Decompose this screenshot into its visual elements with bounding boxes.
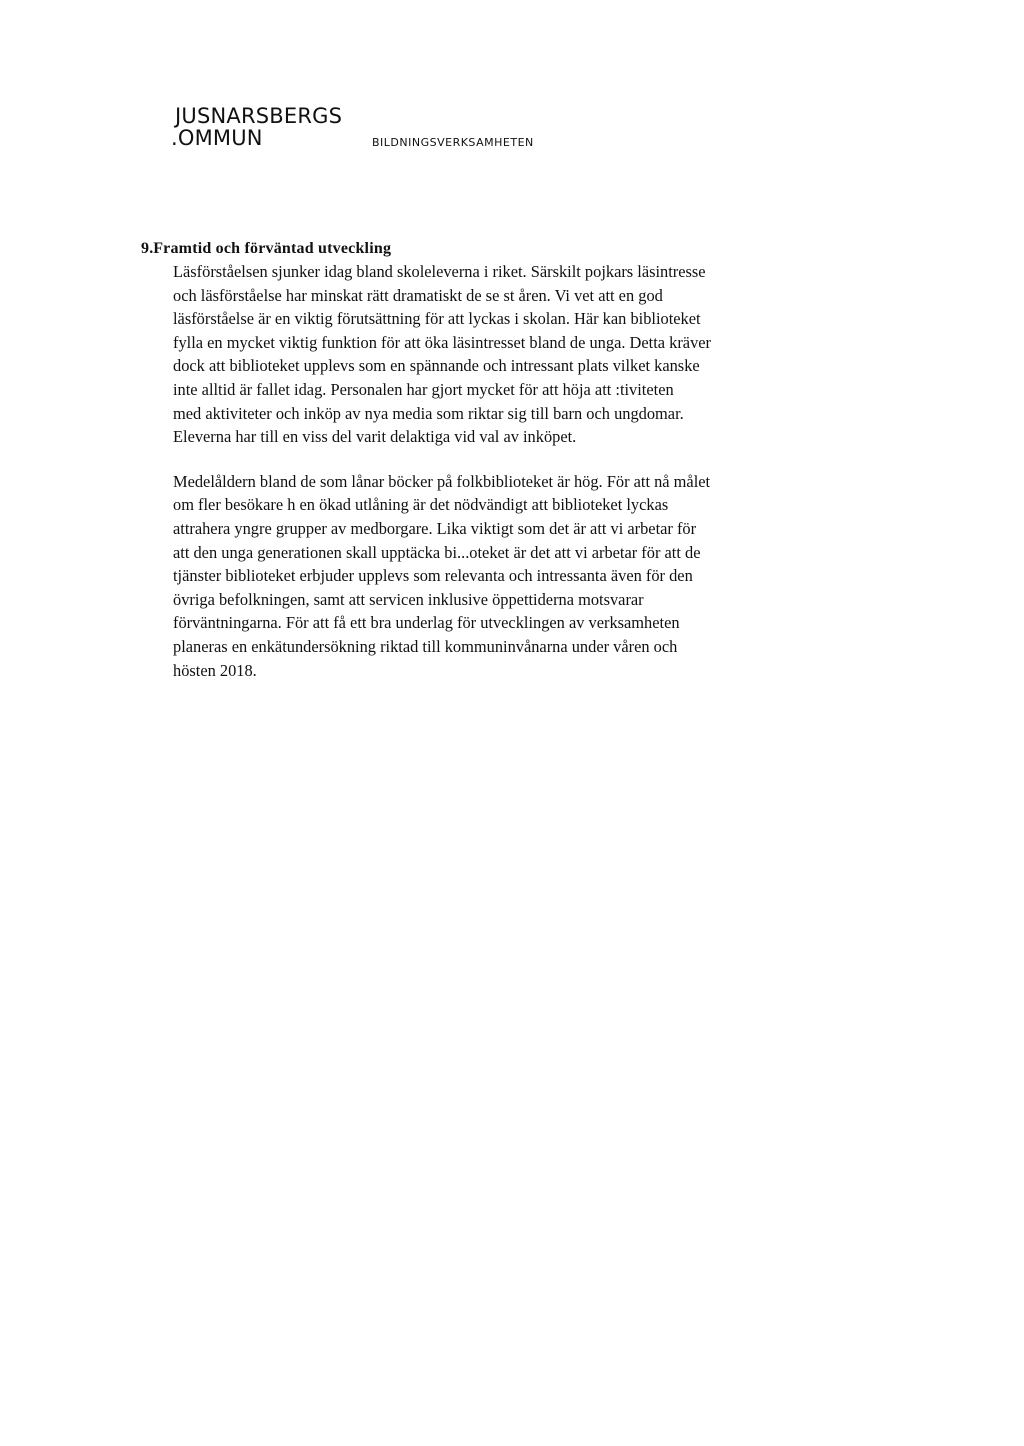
- paragraph-line: med aktiviteter och inköp av nya media som riktar sig till barn och ungdomar.: [173, 403, 684, 423]
- organization-name-line-1: JUSNARSBERGS: [175, 104, 343, 128]
- paragraph-line: Medelåldern bland de som lånar böcker på folkbiblioteket är hög. För att nå målet: [173, 471, 711, 491]
- paragraph-line: attrahera yngre grupper av medborgare. Lika viktigt som det är att vi arbetar för: [173, 518, 697, 538]
- section-heading: [141, 238, 841, 260]
- paragraph-line: planeras en enkätundersökning riktad till kommuninvånarna under våren och: [173, 636, 678, 656]
- paragraph-line: övriga befolkningen, samt att servicen inklusive öppettiderna motsvarar: [173, 589, 644, 609]
- paragraph-line: dock att biblioteket upplevs som en spännande och intressant plats vilket kanske: [173, 356, 700, 376]
- paragraph-line: tjänster biblioteket erbjuder upplevs som relevanta och intressanta även för den: [173, 566, 693, 586]
- paragraph-1: [173, 260, 841, 449]
- organization-name-line-2: .OMMUN: [171, 126, 263, 150]
- paragraph-line: fylla en mycket viktig funktion för att öka läsintresset bland de unga. Detta kräver: [173, 332, 711, 352]
- paragraph-line: att den unga generationen skall upptäcka bi...oteket är det att vi arbetar för att de: [173, 542, 701, 562]
- paragraph-line: läsförståelse är en viktig förutsättning för att lyckas i skolan. Här kan biblioteket: [173, 309, 701, 329]
- department-name: BILDNINGSVERKSAMHETEN: [372, 136, 534, 149]
- section-number: 9.: [141, 240, 154, 257]
- paragraph-line: och läsförståelse har minskat rätt dramatiskt de se st åren. Vi vet att en god: [173, 285, 663, 305]
- paragraph-line: Läsförståelsen sjunker idag bland skoleleverna i riket. Särskilt pojkars läsintresse: [173, 262, 706, 281]
- paragraph-line: inte alltid är fallet idag. Personalen har gjort mycket för att höja att :tiviteten: [173, 379, 674, 399]
- paragraph-line: hösten 2018.: [173, 660, 257, 680]
- letterhead: [171, 104, 534, 150]
- section-title: Framtid och förväntad utveckling: [153, 240, 392, 257]
- paragraph-line: Eleverna har till en viss del varit delaktiga vid val av inköpet.: [173, 427, 577, 447]
- paragraph-line: om fler besökare h en ökad utlåning är det nödvändigt att biblioteket lyckas: [173, 495, 669, 515]
- paragraph-2: [173, 470, 841, 682]
- document-section: [141, 238, 841, 682]
- paragraph-line: förväntningarna. För att få ett bra underlag för utvecklingen av verksamheten: [173, 613, 680, 633]
